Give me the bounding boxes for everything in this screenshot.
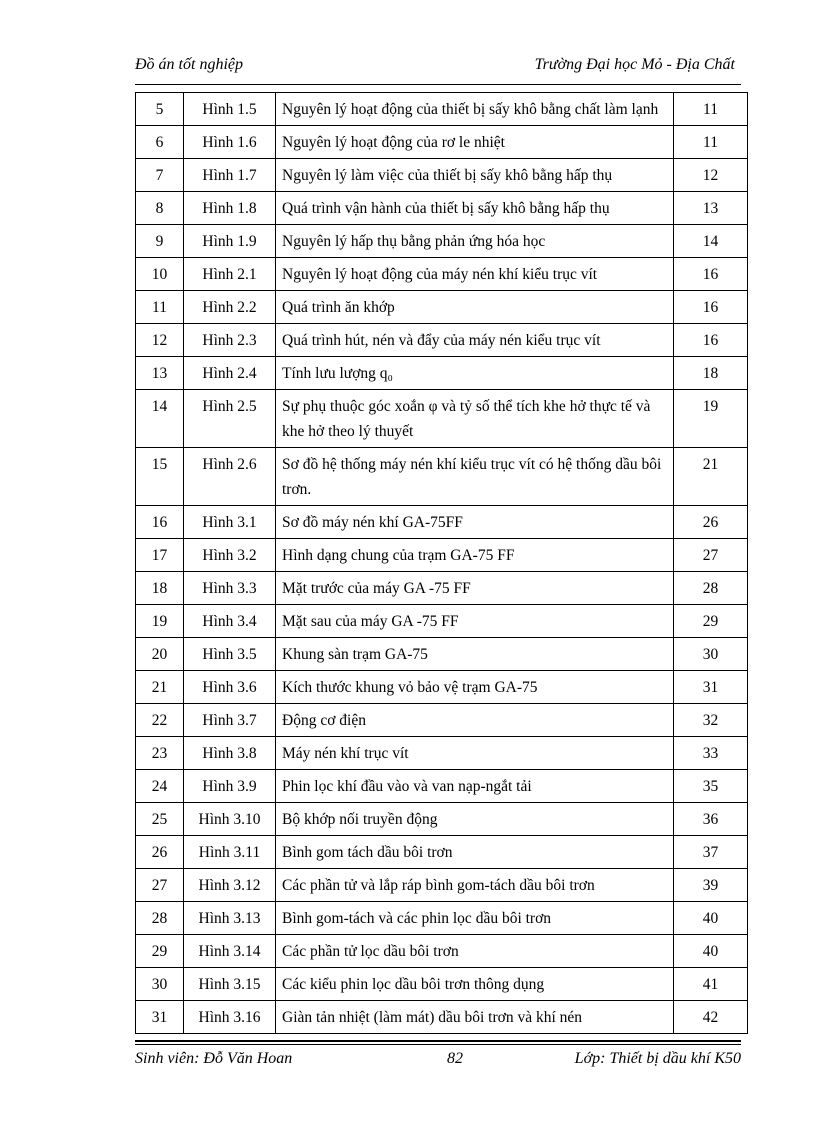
row-number: 8 <box>136 192 184 225</box>
header-left-text: Đồ án tốt nghiệp <box>135 56 243 73</box>
figure-list-table-container <box>135 92 747 1034</box>
figure-title: Giàn tản nhiệt (làm mát) dầu bôi trơn và khí nén <box>276 1001 674 1034</box>
table-row <box>136 93 748 126</box>
footer-divider-thin <box>135 1044 741 1045</box>
figure-title: Mặt sau của máy GA -75 FF <box>276 605 674 638</box>
header-divider <box>135 84 741 85</box>
figure-label: Hình 3.7 <box>184 704 276 737</box>
row-number: 28 <box>136 902 184 935</box>
row-number: 30 <box>136 968 184 1001</box>
page-number: 16 <box>674 291 748 324</box>
table-row <box>136 869 748 902</box>
table-row <box>136 324 748 357</box>
figure-label: Hình 3.8 <box>184 737 276 770</box>
table-row <box>136 737 748 770</box>
table-row <box>136 291 748 324</box>
figure-title: Sơ đồ máy nén khí GA-75FF <box>276 506 674 539</box>
row-number: 22 <box>136 704 184 737</box>
figure-title: Bình gom tách dầu bôi trơn <box>276 836 674 869</box>
figure-title: Các kiểu phin lọc dầu bôi trơn thông dụng <box>276 968 674 1001</box>
row-number: 26 <box>136 836 184 869</box>
row-number: 19 <box>136 605 184 638</box>
row-number: 16 <box>136 506 184 539</box>
table-row <box>136 1001 748 1034</box>
figure-label: Hình 3.3 <box>184 572 276 605</box>
table-row <box>136 572 748 605</box>
table-row <box>136 539 748 572</box>
figure-label: Hình 2.6 <box>184 448 276 506</box>
row-number: 17 <box>136 539 184 572</box>
page-number: 11 <box>674 93 748 126</box>
table-row <box>136 225 748 258</box>
table-row <box>136 159 748 192</box>
figure-label: Hình 3.4 <box>184 605 276 638</box>
figure-label: Hình 3.1 <box>184 506 276 539</box>
page-number: 28 <box>674 572 748 605</box>
figure-title: Mặt trước của máy GA -75 FF <box>276 572 674 605</box>
figure-title: Quá trình vận hành của thiết bị sấy khô bằng hấp thụ <box>276 192 674 225</box>
figure-label: Hình 2.3 <box>184 324 276 357</box>
page-number: 26 <box>674 506 748 539</box>
figure-title: Sự phụ thuộc góc xoắn φ và tỷ số thể tích khe hở thực tế và khe hở theo lý thuyết <box>276 390 674 448</box>
table-row <box>136 770 748 803</box>
table-row <box>136 258 748 291</box>
row-number: 9 <box>136 225 184 258</box>
figure-title: Tính lưu lượng q₀ <box>276 357 674 390</box>
figure-title: Nguyên lý hoạt động của máy nén khí kiểu trục vít <box>276 258 674 291</box>
row-number: 18 <box>136 572 184 605</box>
table-row <box>136 803 748 836</box>
figure-title: Quá trình ăn khớp <box>276 291 674 324</box>
figure-label: Hình 1.5 <box>184 93 276 126</box>
figure-title: Kích thước khung vỏ bảo vệ trạm GA-75 <box>276 671 674 704</box>
table-row <box>136 357 748 390</box>
figure-title: Phin lọc khí đầu vào và van nạp-ngắt tải <box>276 770 674 803</box>
figure-label: Hình 1.8 <box>184 192 276 225</box>
row-number: 20 <box>136 638 184 671</box>
page-footer <box>135 1050 741 1074</box>
figure-title: Khung sàn trạm GA-75 <box>276 638 674 671</box>
page-number: 40 <box>674 935 748 968</box>
figure-title: Nguyên lý làm việc của thiết bị sấy khô bằng hấp thụ <box>276 159 674 192</box>
table-row <box>136 704 748 737</box>
page-number: 27 <box>674 539 748 572</box>
table-row <box>136 192 748 225</box>
figure-label: Hình 1.9 <box>184 225 276 258</box>
figure-title: Nguyên lý hoạt động của rơ le nhiệt <box>276 126 674 159</box>
figure-label: Hình 3.16 <box>184 1001 276 1034</box>
footer-page-number: 82 <box>447 1050 463 1067</box>
table-row <box>136 390 748 448</box>
row-number: 10 <box>136 258 184 291</box>
page-number: 31 <box>674 671 748 704</box>
figure-title: Các phần tử và lắp ráp bình gom-tách dầu bôi trơn <box>276 869 674 902</box>
page-number: 16 <box>674 258 748 291</box>
figure-label: Hình 3.9 <box>184 770 276 803</box>
table-row <box>136 968 748 1001</box>
page-number: 18 <box>674 357 748 390</box>
figure-title: Hình dạng chung của trạm GA-75 FF <box>276 539 674 572</box>
footer-class: Lớp: Thiết bị dầu khí K50 <box>574 1050 741 1067</box>
row-number: 14 <box>136 390 184 448</box>
figure-label: Hình 3.11 <box>184 836 276 869</box>
table-row <box>136 902 748 935</box>
row-number: 31 <box>136 1001 184 1034</box>
table-row <box>136 836 748 869</box>
row-number: 25 <box>136 803 184 836</box>
table-row <box>136 605 748 638</box>
page-number: 35 <box>674 770 748 803</box>
figure-title: Quá trình hút, nén và đẩy của máy nén kiểu trục vít <box>276 324 674 357</box>
page-number: 32 <box>674 704 748 737</box>
page-number: 29 <box>674 605 748 638</box>
figure-label: Hình 3.14 <box>184 935 276 968</box>
figure-title: Nguyên lý hoạt động của thiết bị sấy khô bằng chất làm lạnh <box>276 93 674 126</box>
page-number: 40 <box>674 902 748 935</box>
page-number: 41 <box>674 968 748 1001</box>
footer-student: Sinh viên: Đỗ Văn Hoan <box>135 1050 293 1067</box>
page-header <box>135 56 741 80</box>
figure-title: Sơ đồ hệ thống máy nén khí kiểu trục vít có hệ thống dầu bôi trơn. <box>276 448 674 506</box>
table-row <box>136 671 748 704</box>
page-number: 12 <box>674 159 748 192</box>
figure-label: Hình 2.4 <box>184 357 276 390</box>
figure-list-table <box>135 92 748 1034</box>
page-number: 11 <box>674 126 748 159</box>
row-number: 11 <box>136 291 184 324</box>
figure-title: Bộ khớp nối truyền động <box>276 803 674 836</box>
page-number: 42 <box>674 1001 748 1034</box>
figure-label: Hình 2.5 <box>184 390 276 448</box>
figure-label: Hình 2.1 <box>184 258 276 291</box>
figure-label: Hình 3.2 <box>184 539 276 572</box>
row-number: 27 <box>136 869 184 902</box>
figure-label: Hình 3.6 <box>184 671 276 704</box>
page-number: 19 <box>674 390 748 448</box>
figure-label: Hình 3.13 <box>184 902 276 935</box>
figure-label: Hình 2.2 <box>184 291 276 324</box>
table-row <box>136 448 748 506</box>
row-number: 24 <box>136 770 184 803</box>
table-row <box>136 638 748 671</box>
table-row <box>136 506 748 539</box>
table-row <box>136 935 748 968</box>
page-number: 16 <box>674 324 748 357</box>
page-number: 21 <box>674 448 748 506</box>
figure-label: Hình 3.12 <box>184 869 276 902</box>
page-number: 14 <box>674 225 748 258</box>
row-number: 6 <box>136 126 184 159</box>
row-number: 5 <box>136 93 184 126</box>
figure-label: Hình 3.15 <box>184 968 276 1001</box>
figure-title: Nguyên lý hấp thụ bằng phản ứng hóa học <box>276 225 674 258</box>
row-number: 15 <box>136 448 184 506</box>
row-number: 21 <box>136 671 184 704</box>
row-number: 13 <box>136 357 184 390</box>
table-row <box>136 126 748 159</box>
row-number: 12 <box>136 324 184 357</box>
page-number: 36 <box>674 803 748 836</box>
figure-label: Hình 1.7 <box>184 159 276 192</box>
row-number: 7 <box>136 159 184 192</box>
figure-label: Hình 1.6 <box>184 126 276 159</box>
page-number: 33 <box>674 737 748 770</box>
figure-title: Máy nén khí trục vít <box>276 737 674 770</box>
footer-divider-thick <box>135 1040 741 1042</box>
figure-title: Các phần tử lọc dầu bôi trơn <box>276 935 674 968</box>
figure-label: Hình 3.5 <box>184 638 276 671</box>
page-number: 30 <box>674 638 748 671</box>
figure-title: Bình gom-tách và các phin lọc dầu bôi trơn <box>276 902 674 935</box>
page-number: 37 <box>674 836 748 869</box>
row-number: 29 <box>136 935 184 968</box>
page-number: 39 <box>674 869 748 902</box>
row-number: 23 <box>136 737 184 770</box>
figure-label: Hình 3.10 <box>184 803 276 836</box>
figure-title: Động cơ điện <box>276 704 674 737</box>
header-right-text: Trường Đại học Mỏ - Địa Chất <box>534 56 735 73</box>
page-number: 13 <box>674 192 748 225</box>
